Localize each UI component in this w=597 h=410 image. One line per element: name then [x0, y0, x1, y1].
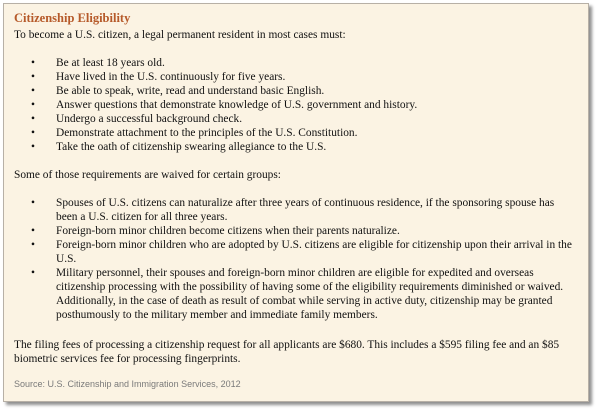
- list-item: [14, 238, 578, 266]
- list-item-text: Have lived in the U.S. continuously for five years.: [56, 71, 286, 83]
- bullet-icon: •: [31, 127, 35, 139]
- list-item: [14, 126, 578, 140]
- spacer: [14, 322, 578, 338]
- list-item-text: Spouses of U.S. citizens can naturalize after three years of continuous residence, if the sponsoring spouse has been a U.S. citizen for all three years.: [56, 197, 555, 223]
- list-item-text: Be at least 18 years old.: [56, 57, 165, 69]
- list-item: [14, 266, 578, 322]
- spacer: [14, 154, 578, 168]
- waivers-list: [14, 196, 578, 322]
- list-item: [14, 56, 578, 70]
- bullet-icon: •: [31, 99, 35, 111]
- intro-text: To become a U.S. citizen, a legal permanent resident in most cases must:: [14, 29, 346, 41]
- bullet-icon: •: [31, 239, 35, 251]
- spacer: [14, 366, 578, 378]
- bullet-icon: •: [31, 141, 35, 153]
- list-item: [14, 70, 578, 84]
- list-item: [14, 112, 578, 126]
- list-item-text: Undergo a successful background check.: [56, 113, 243, 125]
- list-item: [14, 196, 578, 224]
- list-item-text: Military personnel, their spouses and foreign-born minor children are eligible for expedited and overseas citizenship processing with the possibility of having some of the eligibility requirements diminished or waived. Additionally, in the case of death as result of combat while serving in active duty, citizenship may be granted posthumously to the military member and immediate family members.: [56, 267, 564, 321]
- citizenship-eligibility-panel: [3, 3, 589, 402]
- bullet-icon: •: [31, 225, 35, 237]
- list-item: [14, 98, 578, 112]
- spacer: [14, 42, 578, 56]
- bullet-icon: •: [31, 57, 35, 69]
- bullet-icon: •: [31, 113, 35, 125]
- list-item: [14, 140, 578, 154]
- list-item-text: Foreign-born minor children who are adopted by U.S. citizens are eligible for citizenship upon their arrival in the U.S.: [56, 239, 572, 265]
- list-item-text: Be able to speak, write, read and understand basic English.: [56, 85, 325, 97]
- list-item-text: Foreign-born minor children become citizens when their parents naturalize.: [56, 225, 400, 237]
- waiver-intro-text: Some of those requirements are waived for certain groups:: [14, 169, 281, 181]
- panel-title: Citizenship Eligibility: [14, 11, 131, 25]
- fees-text: The filing fees of processing a citizenship request for all applicants are $680. This includes a $595 filing fee and an $85 biometric services fee for processing fingerprints.: [14, 339, 560, 365]
- list-item: [14, 84, 578, 98]
- spacer: [14, 182, 578, 196]
- list-item: [14, 224, 578, 238]
- bullet-icon: •: [31, 197, 35, 209]
- list-item-text: Answer questions that demonstrate knowledge of U.S. government and history.: [56, 99, 418, 111]
- source-note: Source: U.S. Citizenship and Immigration Services, 2012: [14, 379, 241, 389]
- bullet-icon: •: [31, 267, 35, 279]
- list-item-text: Take the oath of citizenship swearing allegiance to the U.S.: [56, 141, 327, 153]
- requirements-list: [14, 56, 578, 154]
- bullet-icon: •: [31, 85, 35, 97]
- list-item-text: Demonstrate attachment to the principles of the U.S. Constitution.: [56, 127, 358, 139]
- bullet-icon: •: [31, 71, 35, 83]
